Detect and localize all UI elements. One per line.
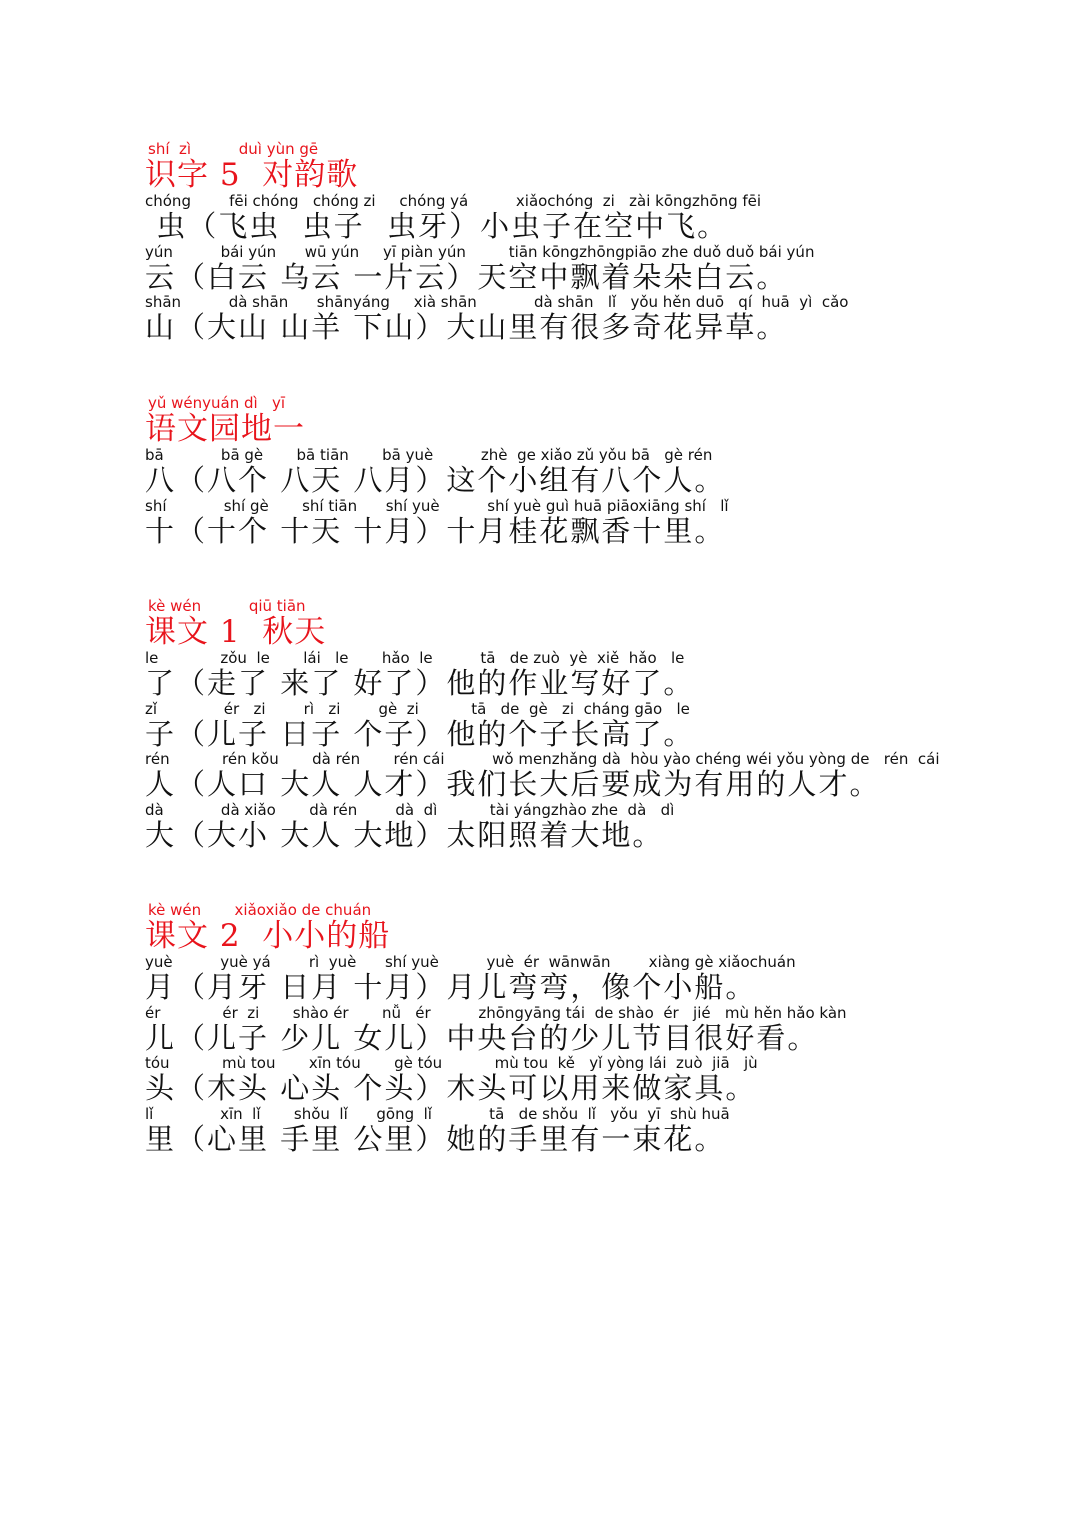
section-kewen-1 — [145, 597, 1045, 852]
line-hanzi: 人（人口 大人 人才）我们长大后要成为有用的人才。 — [145, 767, 881, 801]
line-pinyin: rén rén kǒu dà rén rén cái wǒ menzhǎng dà hòu yào chéng wéi yǒu yòng de rén cái — [145, 750, 940, 768]
line-hanzi: 山（大山 山羊 下山）大山里有很多奇花异草。 — [145, 310, 788, 344]
line-hanzi: 云（白云 乌云 一片云）天空中飘着朵朵白云。 — [145, 259, 788, 294]
line-pinyin: dà dà xiǎo dà rén dà dì tài yángzhào zhe dà dì — [145, 800, 675, 819]
line-pinyin: shān dà shān shānyáng xià shān dà shān lǐ yǒu hěn duō qí huā yì cǎo — [145, 293, 849, 311]
line-hanzi: 头（木头 心头 个头）木头可以用来做家具。 — [145, 1071, 757, 1105]
line-hanzi: 了（走了 来了 好了）他的作业写好了。 — [145, 666, 695, 700]
line-pinyin: yún bái yún wū yún yī piàn yún tiān kōngzhōngpiāo zhe duǒ duǒ bái yún — [145, 242, 815, 261]
line-pinyin: le zǒu le lái le hǎo le tā de zuò yè xiě hǎo le — [145, 649, 685, 667]
line-hanzi: 里（心里 手里 公里）她的手里有一束花。 — [145, 1121, 726, 1156]
line-pinyin: bā bā gè bā tiān bā yuè zhè ge xiǎo zǔ yǒu bā gè rén — [145, 446, 713, 464]
vocab-line — [145, 447, 1045, 498]
line-hanzi: 月（月牙 日月 十月）月儿弯弯，像个小船。 — [145, 970, 757, 1004]
line-hanzi: 子（儿子 日子 个子）他的个子长高了。 — [145, 716, 695, 751]
vocab-line — [145, 954, 1045, 1005]
line-pinyin: ér ér zi shào ér nǚ ér zhōngyāng tái de shào ér jié mù hěn hǎo kàn — [145, 1003, 847, 1022]
line-pinyin: yuè yuè yá rì yuè shí yuè yuè ér wānwān xiàng gè xiǎochuán — [145, 953, 796, 971]
section-title-block — [145, 394, 1045, 447]
section-title-block — [145, 597, 1045, 650]
section-title: 课文 1 秋天 — [145, 614, 327, 650]
line-pinyin: chóng fēi chóng chóng zi chóng yá xiǎochóng zi zài kōngzhōng fēi — [145, 192, 762, 210]
line-pinyin: shí shí gè shí tiān shí yuè shí yuè guì huā piāoxiāng shí lǐ — [145, 496, 729, 515]
vocab-line — [145, 1005, 1045, 1056]
section-title-pinyin: shí zì duì yùn gē — [148, 140, 319, 158]
section-kewen-2 — [145, 901, 1045, 1156]
section-title: 识字 5 对韵歌 — [145, 157, 359, 193]
vocab-line — [145, 498, 1045, 549]
section-title-pinyin: yǔ wényuán dì yī — [148, 394, 286, 412]
line-hanzi: 八（八个 八天 八月）这个小组有八个人。 — [145, 463, 726, 497]
section-title-block — [145, 901, 1045, 954]
line-hanzi: 大（大小 大人 大地）太阳照着大地。 — [145, 817, 664, 852]
line-pinyin: tóu mù tou xīn tóu gè tóu mù tou kě yǐ yòng lái zuò jiā jù — [145, 1054, 758, 1072]
line-pinyin: lǐ xīn lǐ shǒu lǐ gōng lǐ tā de shǒu lǐ yǒu yī shù huā — [145, 1104, 730, 1123]
section-title-block — [145, 140, 1045, 193]
section-shizi-5 — [145, 140, 1045, 345]
line-pinyin: zǐ ér zi rì zi gè zi tā de gè zi cháng gāo le — [145, 699, 690, 718]
section-title-pinyin: kè wén xiǎoxiǎo de chuán — [148, 901, 372, 919]
section-yuwen-yuandi-1 — [145, 394, 1045, 548]
section-title-pinyin: kè wén qiū tiān — [148, 597, 306, 615]
line-hanzi: 儿（儿子 少儿 女儿）中央台的少儿节目很好看。 — [145, 1020, 819, 1055]
vocab-line — [145, 244, 1045, 295]
line-hanzi: 虫（飞虫 虫子 虫牙）小虫子在空中飞。 — [145, 209, 729, 243]
vocab-line — [145, 751, 1045, 802]
vocab-line — [145, 1106, 1045, 1157]
vocab-line — [145, 1055, 1045, 1106]
section-title: 语文园地一 — [145, 411, 305, 447]
section-title: 课文 2 小小的船 — [145, 918, 391, 954]
vocab-line — [145, 701, 1045, 752]
vocab-line — [145, 650, 1045, 701]
vocab-line — [145, 294, 1045, 345]
vocab-line — [145, 802, 1045, 853]
vocab-line — [145, 193, 1045, 244]
line-hanzi: 十（十个 十天 十月）十月桂花飘香十里。 — [145, 513, 726, 548]
